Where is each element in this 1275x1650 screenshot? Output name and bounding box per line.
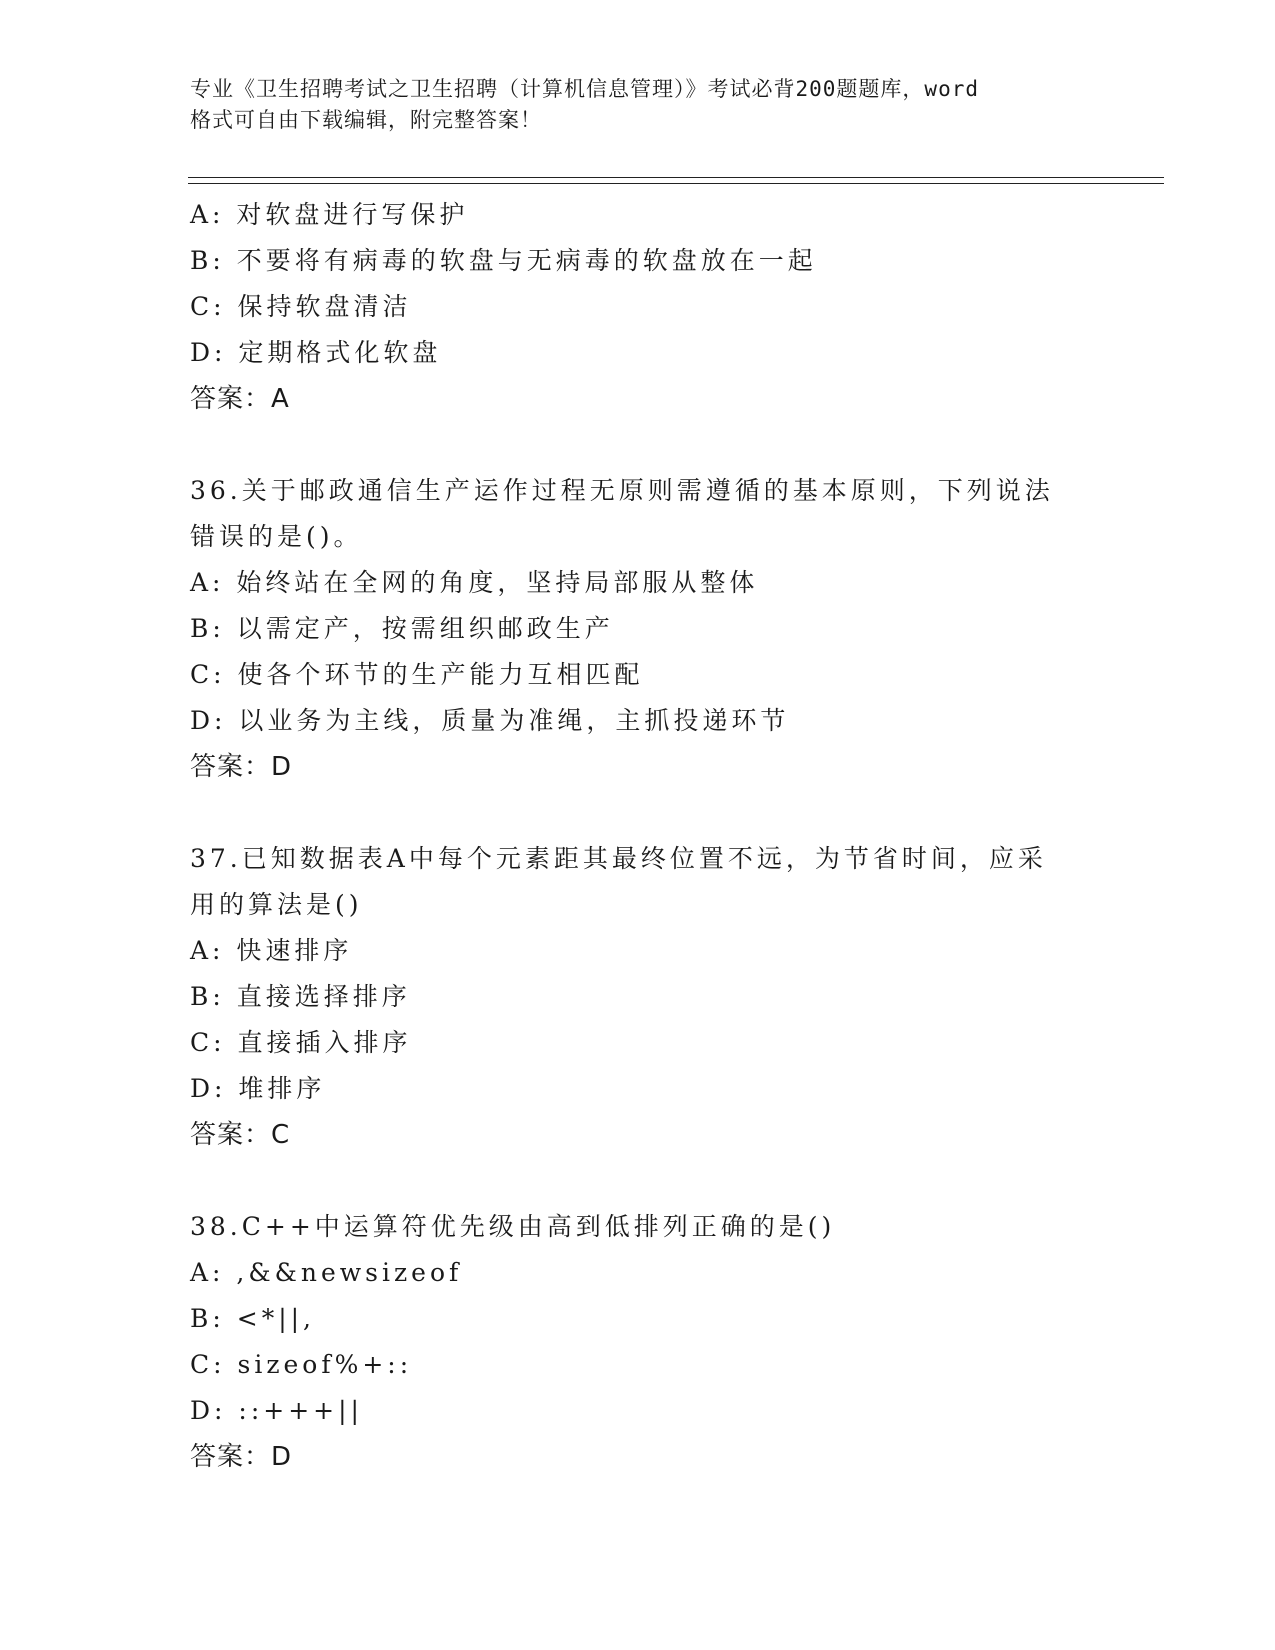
question-text: 38.C++中运算符优先级由高到低排列正确的是() xyxy=(190,1212,836,1241)
option-d: D: 堆排序 xyxy=(190,1074,326,1103)
option-a: A: 始终站在全网的角度，坚持局部服从整体 xyxy=(190,568,759,597)
question-block-36 xyxy=(190,468,1090,790)
option-a: A: ,&&newsizeof xyxy=(190,1258,463,1287)
answer-label: 答案：A xyxy=(190,384,290,414)
answer-label: 答案：D xyxy=(190,752,293,782)
option-b: B: 不要将有病毒的软盘与无病毒的软盘放在一起 xyxy=(190,246,817,275)
question-block-38 xyxy=(190,1204,1090,1480)
answer-label: 答案：C xyxy=(190,1120,291,1150)
question-text: 37.已知数据表A中每个元素距其最终位置不远，为节省时间，应采用的算法是() xyxy=(190,844,1047,919)
option-c: C: sizeof%+:: xyxy=(190,1350,413,1379)
header-divider-top xyxy=(188,177,1164,178)
option-b: B: 以需定产，按需组织邮政生产 xyxy=(190,614,614,643)
question-block-37 xyxy=(190,836,1090,1158)
option-d: D: 以业务为主线，质量为准绳，主抓投递环节 xyxy=(190,706,790,735)
option-c: C: 使各个环节的生产能力互相匹配 xyxy=(190,660,644,689)
document-header xyxy=(190,74,1090,136)
option-c: C: 直接插入排序 xyxy=(190,1028,412,1057)
option-c: C: 保持软盘清洁 xyxy=(190,292,412,321)
option-d: D: ::+++|| xyxy=(190,1396,363,1425)
answer-label: 答案：D xyxy=(190,1442,293,1472)
option-b: B: 直接选择排序 xyxy=(190,982,411,1011)
option-a: A: 快速排序 xyxy=(190,936,353,965)
option-d: D: 定期格式化软盘 xyxy=(190,338,442,367)
option-b: B: <*||, xyxy=(190,1304,315,1333)
option-a: A: 对软盘进行写保护 xyxy=(190,200,469,229)
header-divider-bottom xyxy=(188,183,1164,184)
question-text: 36.关于邮政通信生产运作过程无原则需遵循的基本原则，下列说法错误的是()。 xyxy=(190,476,1054,551)
header-line-1: 专业《卫生招聘考试之卫生招聘（计算机信息管理）》考试必背200题题库，word xyxy=(190,77,979,101)
question-content xyxy=(190,192,1090,1480)
header-line-2: 格式可自由下载编辑，附完整答案！ xyxy=(190,108,542,132)
question-block-35 xyxy=(190,192,1090,422)
